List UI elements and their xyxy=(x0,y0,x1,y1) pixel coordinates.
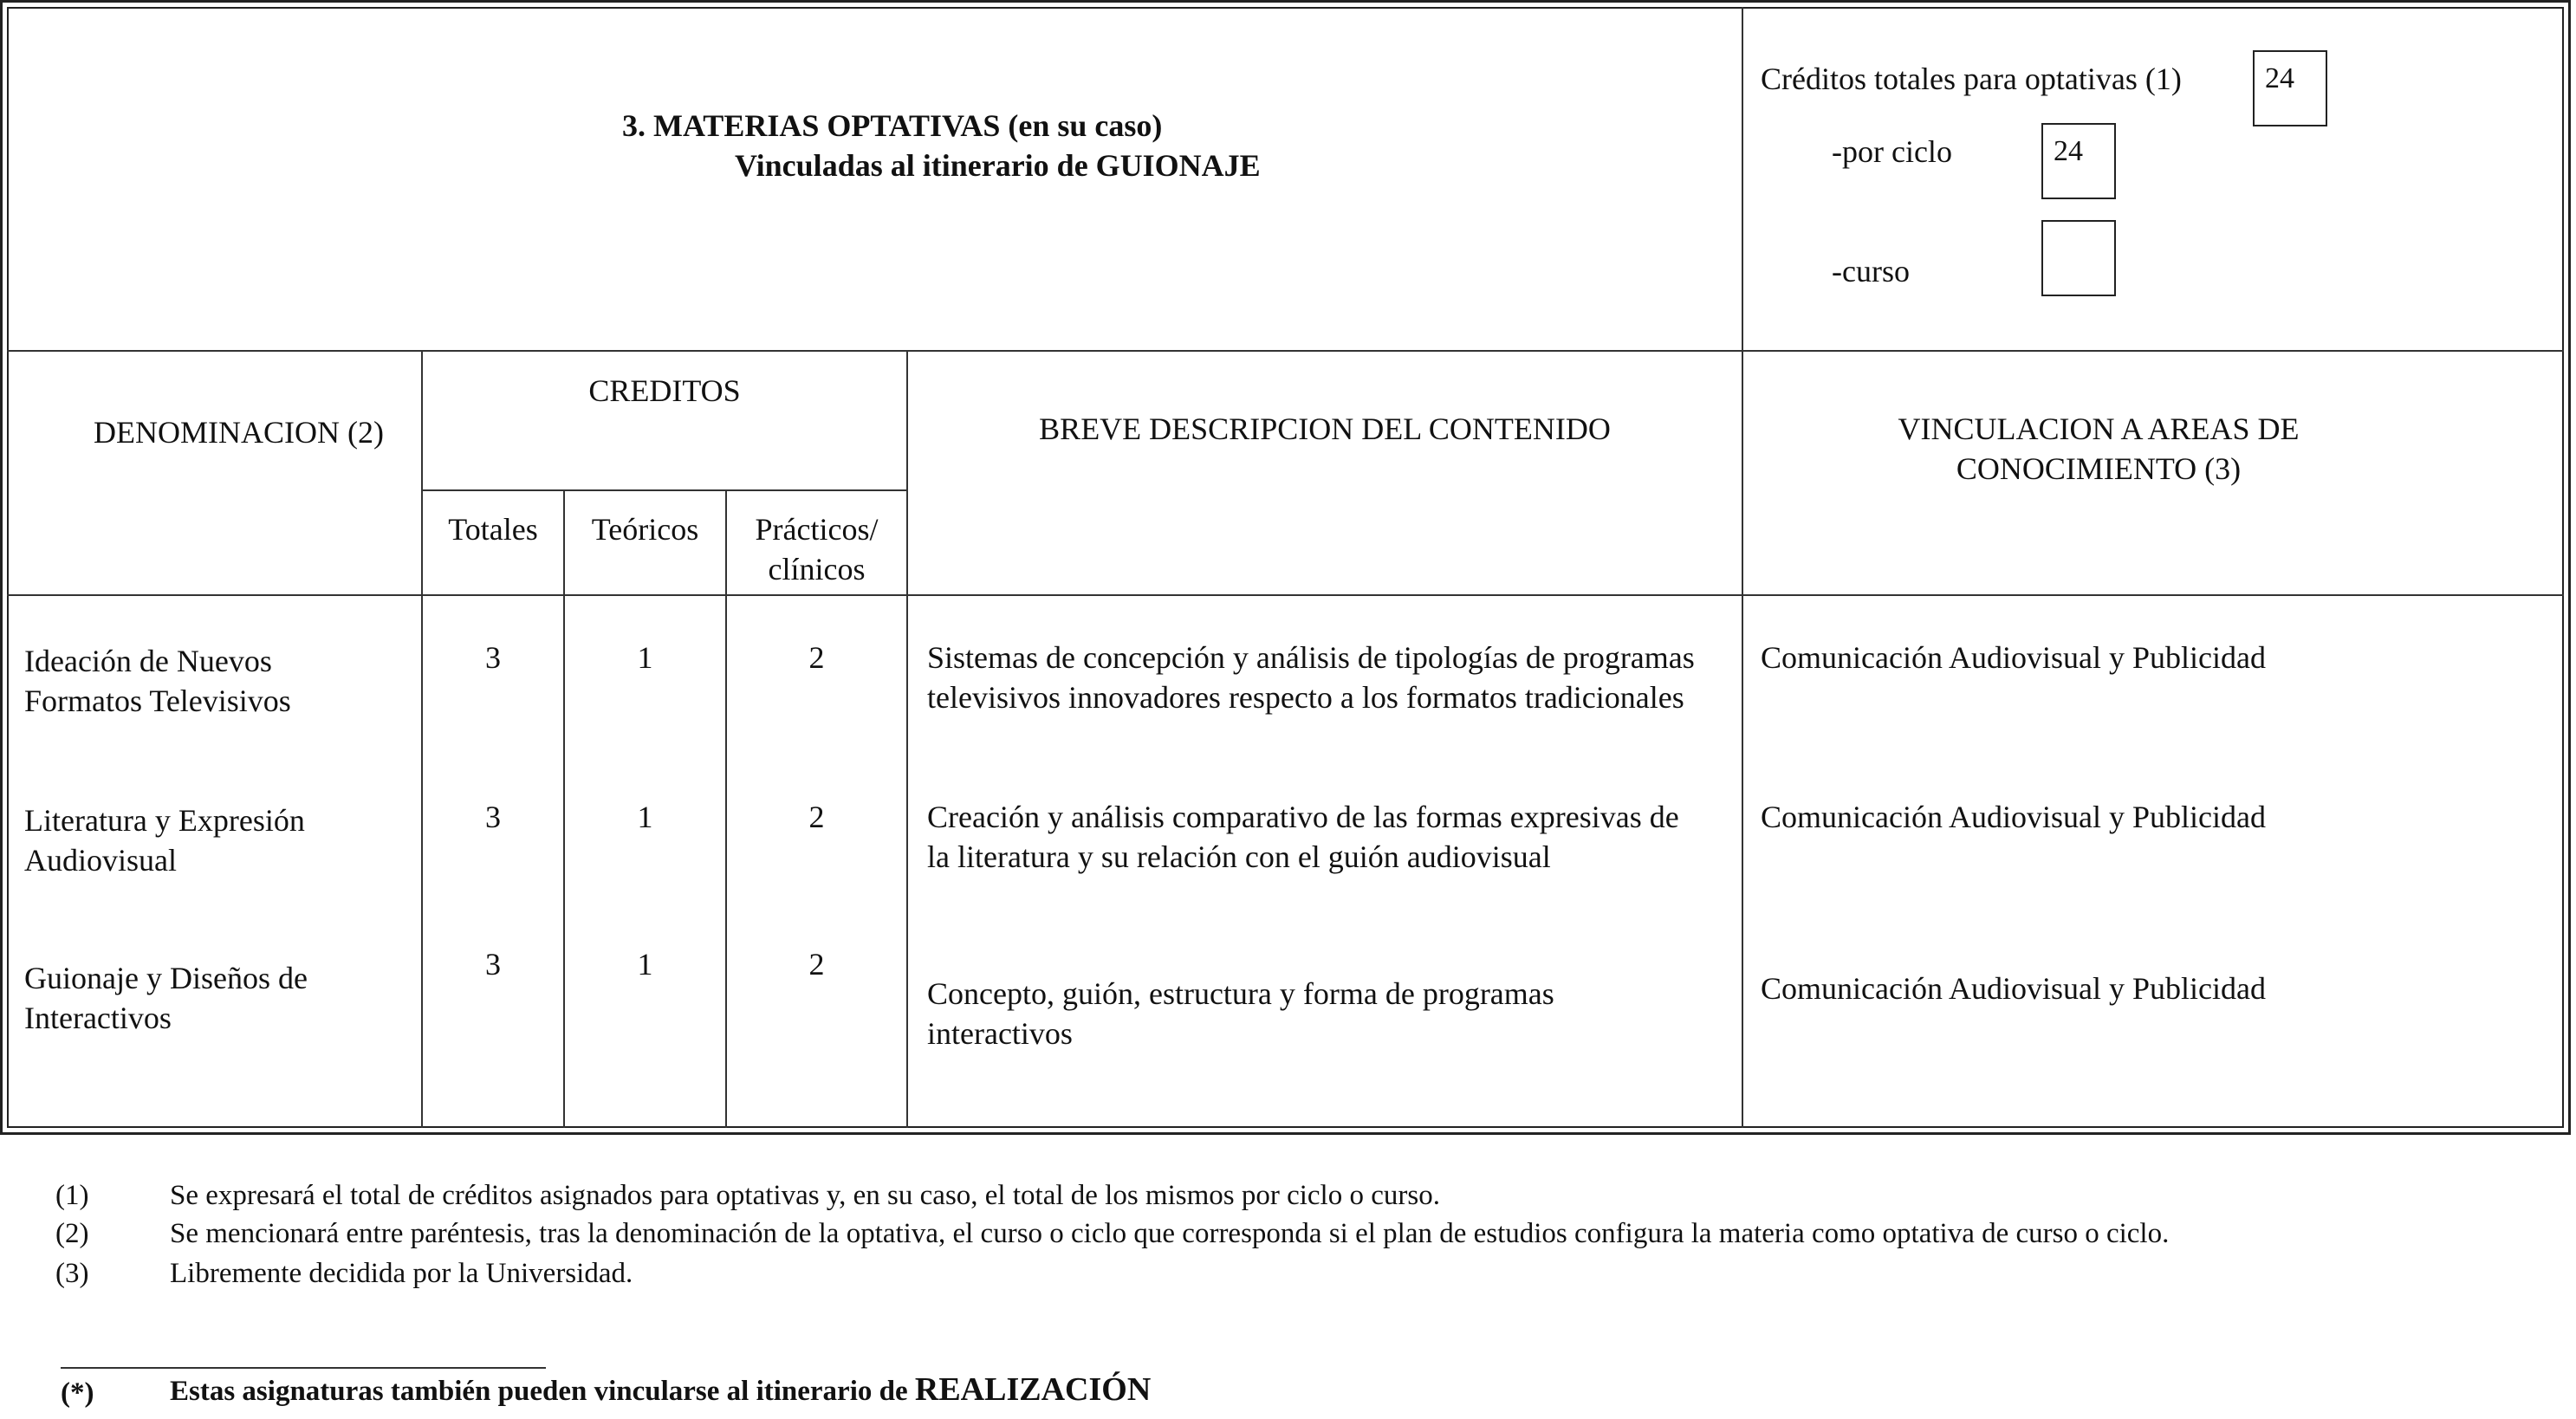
por-ciclo-label: -por ciclo xyxy=(1832,134,1952,169)
footnote-mark: (3) xyxy=(55,1258,89,1289)
col-header-practicos-line1: Prácticos/ xyxy=(755,512,879,547)
row-denominacion xyxy=(24,641,291,721)
col-header-vinculacion-line1: VINCULACION A AREAS DE xyxy=(1898,411,2300,446)
section-title-line2: Vinculadas al itinerario de GUIONAJE xyxy=(735,148,1261,183)
row-descripcion xyxy=(927,797,1679,877)
creditos-subdivider xyxy=(421,489,907,491)
note-mark: (*) xyxy=(61,1377,94,1409)
row-denominacion-line1: Ideación de Nuevos xyxy=(24,644,272,678)
note-separator xyxy=(61,1367,546,1369)
creditos-totales-box: 24 xyxy=(2253,50,2327,126)
row-area: Comunicación Audiovisual y Publicidad xyxy=(1761,800,2266,834)
row-denominacion xyxy=(24,958,308,1038)
row-descripcion xyxy=(927,974,1554,1053)
col-header-descripcion: BREVE DESCRIPCION DEL CONTENIDO xyxy=(1039,411,1611,446)
col-header-totales: Totales xyxy=(448,512,538,547)
row-totales: 3 xyxy=(485,947,501,982)
row-teoricos: 1 xyxy=(637,800,653,834)
row-descripcion-line1: Creación y análisis comparativo de las formas expresivas de xyxy=(927,800,1679,834)
section-subtitle xyxy=(735,147,1261,184)
col-header-vinculacion-line2: CONOCIMIENTO (3) xyxy=(1956,451,2242,486)
row-denominacion-line2: Interactivos xyxy=(24,1001,172,1035)
col-header-teoricos: Teóricos xyxy=(591,512,699,547)
footnote-mark: (2) xyxy=(55,1218,89,1249)
column-header-divider xyxy=(7,594,2564,596)
curso-box xyxy=(2041,220,2116,296)
row-totales: 3 xyxy=(485,640,501,675)
row-denominacion xyxy=(24,800,305,880)
note-text-bold: REALIZACIÓN xyxy=(914,1371,1152,1408)
row-descripcion-line2: televisivos innovadores respecto a los formatos tradicionales xyxy=(927,680,1684,715)
footnote-text: Libremente decidida por la Universidad. xyxy=(170,1258,633,1289)
footnote-text: Se mencionará entre paréntesis, tras la denominación de la optativa, el curso o ciclo que corresponda si el plan de estudios configura la materia como optativa de curso o ciclo. xyxy=(170,1218,2170,1249)
row-descripcion-line2: la literatura y su relación con el guión audiovisual xyxy=(927,839,1551,874)
row-area: Comunicación Audiovisual y Publicidad xyxy=(1761,971,2266,1006)
col-header-vinculacion xyxy=(1743,409,2454,489)
note-text-prefix: Estas asignaturas también pueden vincularse al itinerario de xyxy=(170,1376,915,1407)
row-descripcion xyxy=(927,638,1695,717)
header-right-divider xyxy=(1742,7,1743,1128)
section-title-line1: 3. MATERIAS OPTATIVAS (en su caso) xyxy=(622,108,1163,143)
col-header-practicos-line2: clínicos xyxy=(768,552,866,586)
row-descripcion-line1: Concepto, guión, estructura y forma de programas xyxy=(927,976,1554,1011)
col-header-practicos xyxy=(727,509,906,589)
footnote-text: Se expresará el total de créditos asignados para optativas y, en su caso, el total de los mismos por ciclo o curso. xyxy=(170,1180,1440,1211)
curso-label: -curso xyxy=(1832,254,1910,288)
col-header-creditos: CREDITOS xyxy=(588,373,741,408)
col-divider-1 xyxy=(421,350,423,1128)
col-header-denominacion: DENOMINACION (2) xyxy=(94,415,384,450)
row-practicos: 2 xyxy=(808,947,825,982)
row-denominacion-line1: Literatura y Expresión xyxy=(24,803,305,838)
row-denominacion-line2: Audiovisual xyxy=(24,843,177,878)
creditos-totales-label: Créditos totales para optativas (1) xyxy=(1761,62,2182,96)
header-divider xyxy=(7,350,2564,352)
col-divider-4 xyxy=(906,350,908,1128)
footnote-mark: (1) xyxy=(55,1180,89,1211)
row-descripcion-line1: Sistemas de concepción y análisis de tipologías de programas xyxy=(927,640,1695,675)
row-practicos: 2 xyxy=(808,640,825,675)
row-descripcion-line2: interactivos xyxy=(927,1016,1073,1051)
section-title xyxy=(622,107,1162,144)
row-teoricos: 1 xyxy=(637,947,653,982)
row-area: Comunicación Audiovisual y Publicidad xyxy=(1761,640,2266,675)
row-teoricos: 1 xyxy=(637,640,653,675)
table-inner-border xyxy=(7,7,2564,1128)
row-denominacion-line2: Formatos Televisivos xyxy=(24,684,291,718)
row-denominacion-line1: Guionaje y Diseños de xyxy=(24,961,308,995)
row-practicos: 2 xyxy=(808,800,825,834)
row-totales: 3 xyxy=(485,800,501,834)
note-text xyxy=(170,1370,1151,1410)
por-ciclo-box: 24 xyxy=(2041,123,2116,199)
